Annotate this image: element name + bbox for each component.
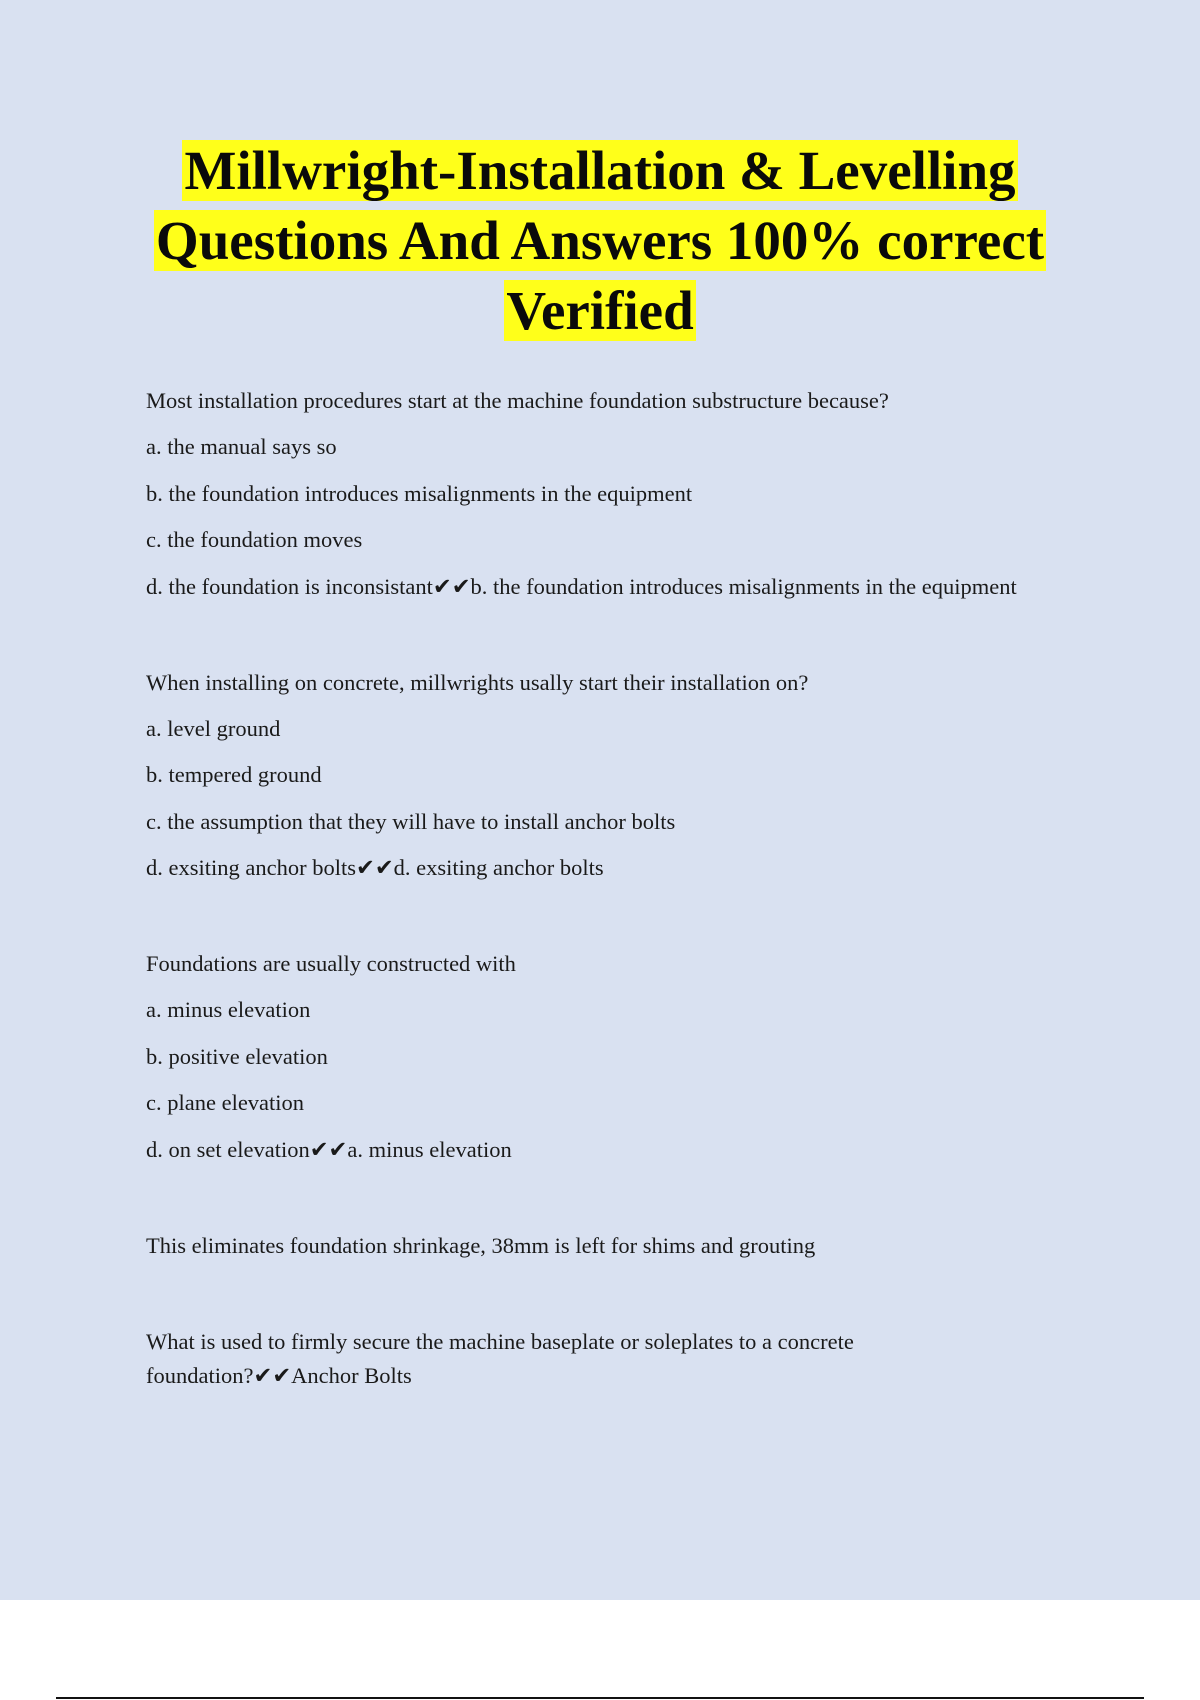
title-line-3: Verified [506, 280, 694, 341]
question-text: When installing on concrete, millwrights usally start their installation on? [146, 669, 809, 695]
answer-option-b: b. tempered ground [146, 762, 322, 787]
question-block-1 [146, 384, 1086, 604]
answer-option-d-with-answer: d. on set elevation✔✔a. minus elevation [146, 1136, 512, 1162]
answer-option-c: c. plane elevation [146, 1090, 305, 1115]
answer-option-a: a. minus elevation [146, 997, 311, 1022]
answer-option-b: b. the foundation introduces misalignments in the equipment [146, 480, 693, 506]
answer-option-a: a. the manual says so [146, 434, 337, 459]
footer-divider [56, 1697, 1144, 1699]
note-block [146, 1229, 1086, 1263]
answer-option-b: b. positive elevation [146, 1043, 328, 1069]
question-block-2 [146, 666, 1086, 886]
answer-option-c: c. the assumption that they will have to install anchor bolts [146, 808, 676, 834]
question-text: Most installation procedures start at the machine foundation substructure because? [146, 388, 889, 413]
document-title [0, 140, 1200, 350]
answer-option-d-with-answer: d. the foundation is inconsistant✔✔b. the foundation introduces misalignments in the equipment [146, 573, 1017, 599]
note-text: This eliminates foundation shrinkage, 38mm is left for shims and grouting [146, 1232, 816, 1258]
answer-option-d-with-answer: d. exsiting anchor bolts✔✔d. exsiting anchor bolts [146, 855, 604, 880]
question-text: Foundations are usually constructed with [146, 951, 516, 976]
title-line-1: Millwright-Installation & Levelling [184, 140, 1016, 201]
answer-option-a: a. level ground [146, 715, 281, 741]
title-line-2: Questions And Answers 100% correct [155, 210, 1045, 271]
question-block-3 [146, 947, 1086, 1167]
final-question-block [146, 1325, 1086, 1393]
answer-option-c: c. the foundation moves [146, 527, 363, 552]
final-question-with-answer: What is used to firmly secure the machine baseplate or soleplates to a concrete foundation?✔✔Anchor Bolts [146, 1328, 854, 1388]
document-body [146, 384, 1086, 1455]
